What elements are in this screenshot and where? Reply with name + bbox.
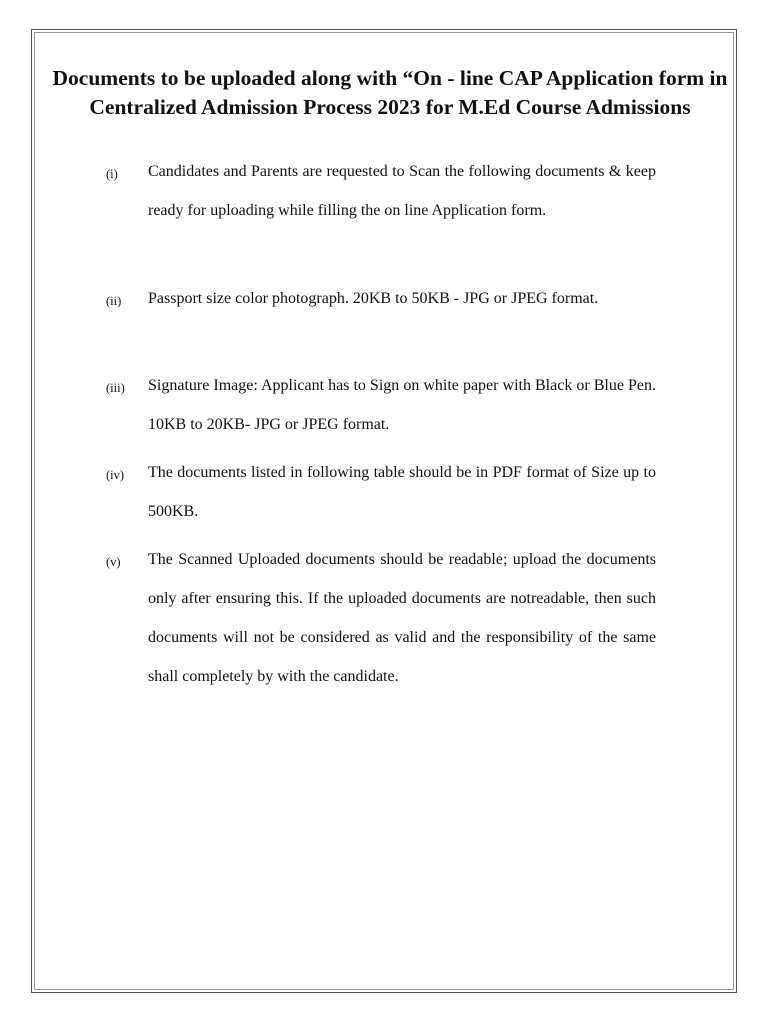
document-title: Documents to be uploaded along with “On - line CAP Application form in Centralized Admission Process 2023 for M.Ed Course Admissions <box>52 66 728 119</box>
list-item-number: (v) <box>106 555 121 569</box>
list-item-number: (iii) <box>106 381 125 395</box>
list-item-text: The documents listed in following table should be in PDF format of Size up to 500KB. <box>148 464 656 520</box>
list-item-text: Candidates and Parents are requested to Scan the following documents & keep ready for uploading while filling the on line Application form. <box>148 163 656 219</box>
list-item-number: (i) <box>106 167 118 181</box>
list-item-text: Signature Image: Applicant has to Sign on white paper with Black or Blue Pen. 10KB to 20KB- JPG or JPEG format. <box>148 377 656 433</box>
list-item-text: Passport size color photograph. 20KB to 50KB - JPG or JPEG format. <box>148 290 599 307</box>
list-item-text: The Scanned Uploaded documents should be readable; upload the documents only after ensuring this. If the uploaded documents are notreadable, then such documents will not be considered as valid and the responsibility of the same shall completely by with the candidate. <box>148 551 656 685</box>
list-item-number: (ii) <box>106 294 122 308</box>
list-item-number: (iv) <box>106 468 125 482</box>
